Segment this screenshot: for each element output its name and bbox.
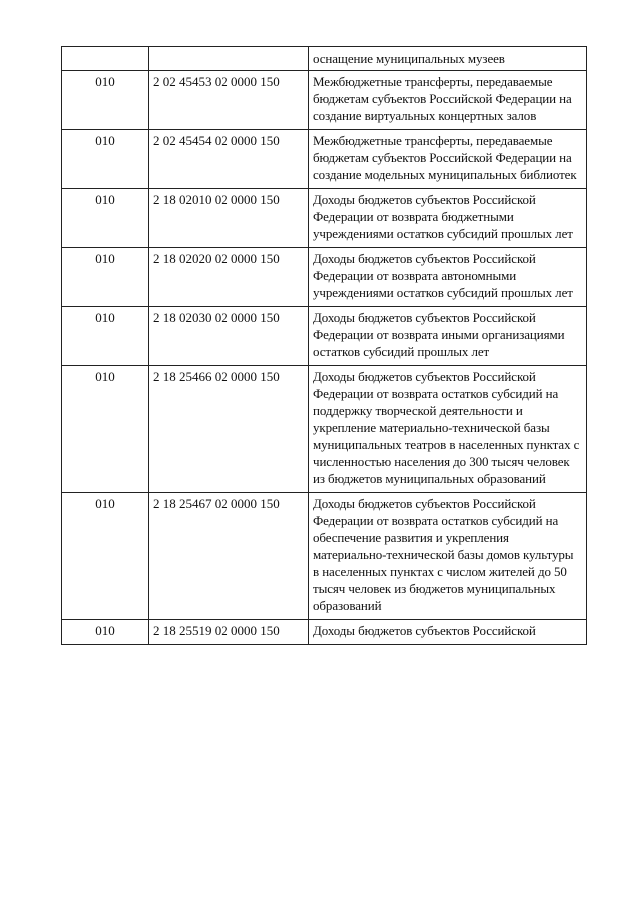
revenue-code-cell: 2 18 02010 02 0000 150: [149, 189, 309, 248]
table-row: [62, 620, 587, 645]
revenue-name-cell: Доходы бюджетов субъектов Российской Федерации от возврата остатков субсидий на обеспечение развития и укрепления материально-технической базы домов культуры в населенных пунктах с числом жителей до 50 тысяч человек из бюджетов муниципальных образований: [309, 493, 587, 620]
revenue-name-cell: Доходы бюджетов субъектов Российской Федерации от возврата иными организациями остатков субсидий прошлых лет: [309, 307, 587, 366]
revenue-code-cell: 2 18 02020 02 0000 150: [149, 248, 309, 307]
table-row: [62, 248, 587, 307]
revenue-code-cell: 2 02 45453 02 0000 150: [149, 71, 309, 130]
admin-code-cell: 010: [62, 620, 149, 645]
table-row: [62, 493, 587, 620]
revenue-code-cell: 2 18 25519 02 0000 150: [149, 620, 309, 645]
table-row: [62, 189, 587, 248]
revenue-name-cell: оснащение муниципальных музеев: [309, 47, 587, 71]
admin-code-cell: 010: [62, 71, 149, 130]
revenue-name-cell: Доходы бюджетов субъектов Российской Федерации от возврата автономными учреждениями остатков субсидий прошлых лет: [309, 248, 587, 307]
admin-code-cell: 010: [62, 366, 149, 493]
admin-code-cell: 010: [62, 189, 149, 248]
revenue-codes-table: [61, 46, 587, 645]
revenue-code-cell: 2 18 25466 02 0000 150: [149, 366, 309, 493]
admin-code-cell: 010: [62, 307, 149, 366]
revenue-code-cell: [149, 47, 309, 71]
admin-code-cell: 010: [62, 130, 149, 189]
table-row: [62, 47, 587, 71]
revenue-name-cell: Доходы бюджетов субъектов Российской: [309, 620, 587, 645]
admin-code-cell: 010: [62, 493, 149, 620]
table-row: [62, 130, 587, 189]
admin-code-cell: 010: [62, 248, 149, 307]
table-row: [62, 307, 587, 366]
revenue-name-cell: Доходы бюджетов субъектов Российской Федерации от возврата остатков субсидий на поддержку творческой деятельности и укрепление материально-технической базы муниципальных театров в населенных пунктах с численностью населения до 300 тысяч человек из бюджетов муниципальных образований: [309, 366, 587, 493]
revenue-name-cell: Межбюджетные трансферты, передаваемые бюджетам субъектов Российской Федерации на создание модельных муниципальных библиотек: [309, 130, 587, 189]
revenue-name-cell: Доходы бюджетов субъектов Российской Федерации от возврата бюджетными учреждениями остатков субсидий прошлых лет: [309, 189, 587, 248]
revenue-name-cell: Межбюджетные трансферты, передаваемые бюджетам субъектов Российской Федерации на создание виртуальных концертных залов: [309, 71, 587, 130]
admin-code-cell: [62, 47, 149, 71]
revenue-code-cell: 2 02 45454 02 0000 150: [149, 130, 309, 189]
revenue-code-cell: 2 18 02030 02 0000 150: [149, 307, 309, 366]
table-row: [62, 71, 587, 130]
revenue-code-cell: 2 18 25467 02 0000 150: [149, 493, 309, 620]
table-row: [62, 366, 587, 493]
